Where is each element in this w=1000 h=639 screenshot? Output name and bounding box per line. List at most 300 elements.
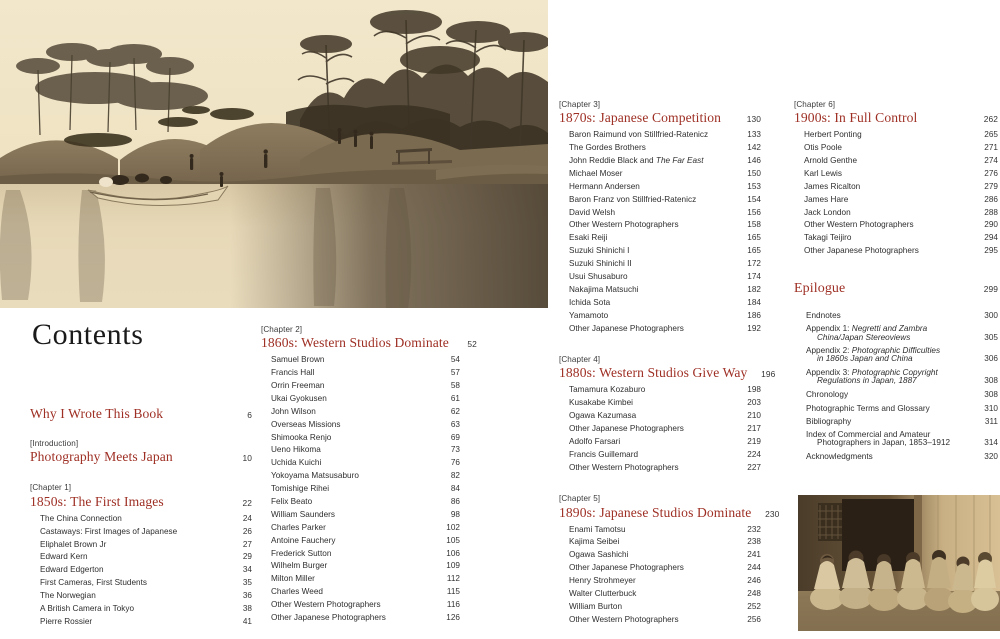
toc-heading[interactable] (559, 365, 776, 381)
toc-entry-label: Castaways: First Images of Japanese (40, 526, 178, 536)
toc-entry[interactable] (261, 547, 460, 560)
toc-entry[interactable] (794, 142, 998, 155)
back-matter-page: 320 (984, 452, 998, 462)
toc-entry[interactable] (559, 232, 761, 245)
back-matter-page: 314 (984, 438, 998, 448)
toc-entry-label: Other Japanese Photographers (271, 613, 386, 623)
toc-entry-label: Charles Parker (271, 522, 326, 532)
toc-entry-page: 227 (747, 462, 761, 472)
toc-entry-label: Tamamura Kozaburo (569, 385, 646, 395)
back-matter-label: Acknowledgments (806, 452, 873, 462)
toc-entry-page: 102 (446, 522, 460, 532)
back-matter-list (794, 310, 998, 464)
toc-entry-label: Usui Shusaburo (569, 272, 628, 282)
toc-entry[interactable] (559, 549, 761, 562)
toc-entry-page: 174 (747, 272, 761, 282)
toc-entry-page: 219 (747, 436, 761, 446)
toc-heading[interactable] (261, 335, 477, 351)
toc-entry-page: 156 (747, 207, 761, 217)
toc-entry[interactable] (559, 436, 761, 449)
toc-heading[interactable] (794, 282, 998, 296)
toc-entry-label: Other Western Photographers (271, 600, 381, 610)
toc-heading[interactable] (30, 495, 252, 509)
toc-entry[interactable] (559, 142, 761, 155)
toc-entry-label: Other Western Photographers (569, 462, 679, 472)
toc-entry[interactable] (559, 284, 761, 297)
back-matter-label-line2: Regulations in Japan, 1887 (817, 376, 917, 386)
toc-entry[interactable] (559, 601, 761, 614)
toc-entry-label: Samuel Brown (271, 355, 325, 365)
back-matter-label-line2: in 1860s Japan and China (817, 354, 913, 364)
toc-entry-label: Yokoyama Matsusaburo (271, 471, 359, 481)
toc-entry-label: Karl Lewis (804, 168, 842, 178)
toc-entry[interactable] (559, 536, 761, 549)
toc-entry-page: 265 (984, 130, 998, 140)
toc-entry[interactable] (30, 564, 252, 577)
toc-entry-page: 295 (984, 246, 998, 256)
toc-entry-page: 232 (747, 524, 761, 534)
toc-entry-label: Kajima Seibei (569, 537, 620, 547)
toc-entry-label: Antoine Fauchery (271, 535, 336, 545)
back-matter-page: 308 (984, 390, 998, 400)
toc-group-chapter-6 (794, 100, 998, 258)
toc-entry-page: 217 (747, 424, 761, 434)
japanese-garden-pond-photograph (0, 0, 548, 308)
toc-entry-page: 274 (984, 156, 998, 166)
toc-heading-page: 22 (242, 497, 252, 508)
toc-entry-label: Edward Kern (40, 552, 88, 562)
toc-entry[interactable] (261, 560, 460, 573)
toc-heading-label: Photography Meets Japan (30, 448, 173, 464)
back-matter-page: 306 (984, 354, 998, 364)
toc-entry-page: 165 (747, 246, 761, 256)
toc-entry[interactable] (559, 155, 761, 168)
toc-entry[interactable] (261, 534, 460, 547)
toc-entry[interactable] (559, 258, 761, 271)
toc-entry-page: 224 (747, 449, 761, 459)
seated-group-portrait-photograph (798, 495, 1000, 631)
toc-entry[interactable] (559, 575, 761, 588)
toc-entry-page: 192 (747, 323, 761, 333)
toc-entry[interactable] (559, 245, 761, 258)
toc-heading-page: 230 (765, 508, 780, 519)
toc-entry-page: 294 (984, 233, 998, 243)
toc-entry-page: 24 (242, 513, 252, 523)
toc-entry[interactable] (559, 423, 761, 436)
toc-entry-page: 126 (446, 613, 460, 623)
toc-entry-page: 76 (450, 458, 460, 468)
toc-entry-label: Takagi Teijiro (804, 233, 852, 243)
toc-entry[interactable] (30, 577, 252, 590)
toc-entry[interactable] (794, 232, 998, 245)
toc-entry-label: Felix Beato (271, 497, 313, 507)
toc-entry-label: The China Connection (40, 513, 122, 523)
toc-entry-list (559, 523, 761, 626)
toc-entry-list (261, 354, 460, 625)
toc-entry-page: 276 (984, 168, 998, 178)
page-title: Contents (32, 318, 144, 351)
toc-entry-page: 133 (747, 130, 761, 140)
toc-entry-page: 63 (450, 419, 460, 429)
toc-entry[interactable] (559, 206, 761, 219)
toc-entry-label: Other Western Photographers (804, 220, 914, 230)
toc-entry[interactable] (261, 573, 460, 586)
toc-entry-page: 210 (747, 411, 761, 421)
toc-entry-label: William Burton (569, 601, 623, 611)
toc-entry[interactable] (261, 483, 460, 496)
toc-entry[interactable] (559, 129, 761, 142)
toc-entry-page: 142 (747, 143, 761, 153)
toc-entry-page: 35 (242, 578, 252, 588)
toc-heading[interactable] (559, 111, 761, 125)
toc-entry-page: 84 (450, 484, 460, 494)
toc-entry-label: Ichida Sota (569, 297, 611, 307)
toc-entry[interactable] (30, 512, 252, 525)
toc-heading-label: 1850s: The First Images (30, 493, 164, 509)
toc-entry-label: Hermann Andersen (569, 181, 640, 191)
toc-entry[interactable] (261, 367, 460, 380)
toc-entry[interactable] (261, 431, 460, 444)
toc-entry[interactable] (559, 588, 761, 601)
toc-entry[interactable] (559, 448, 761, 461)
toc-entry-page: 248 (747, 588, 761, 598)
toc-entry-page: 54 (450, 355, 460, 365)
toc-heading[interactable] (559, 504, 780, 520)
toc-entry-page: 26 (242, 526, 252, 536)
toc-entry-page: 271 (984, 143, 998, 153)
toc-entry[interactable] (559, 322, 761, 335)
back-matter-entry[interactable] (794, 310, 998, 323)
back-matter-label-italic: Photographic Difficulties (851, 346, 941, 356)
toc-column-1 (30, 318, 252, 639)
toc-entry-page: 184 (747, 297, 761, 307)
back-matter-label: Appendix 2: Photographic Difficulties in 1860s Japan and China (806, 346, 941, 364)
toc-entry-label: James Hare (804, 194, 849, 204)
toc-entry[interactable] (559, 193, 761, 206)
toc-entry-label: Wilhelm Burger (271, 561, 328, 571)
toc-entry-page: 154 (747, 194, 761, 204)
toc-entry-label: Edward Edgerton (40, 565, 104, 575)
toc-entry-page: 153 (747, 181, 761, 191)
back-matter-label-italic: Negretti and Zambra (851, 324, 928, 334)
toc-entry[interactable] (559, 397, 761, 410)
toc-heading-label: Epilogue (794, 280, 846, 296)
back-matter-entry[interactable] (794, 323, 998, 345)
toc-entry-label: A British Camera in Tokyo (40, 603, 135, 613)
toc-group-chapter-5 (559, 494, 780, 626)
back-matter-label-line2: Photographers in Japan, 1853–1912 (817, 438, 951, 448)
toc-entry[interactable] (261, 354, 460, 367)
toc-entry[interactable] (261, 418, 460, 431)
toc-entry[interactable] (559, 296, 761, 309)
toc-entry-label: Frederick Sutton (271, 548, 332, 558)
back-matter-page: 311 (984, 416, 998, 426)
toc-entry-page: 61 (450, 393, 460, 403)
toc-entry[interactable] (261, 457, 460, 470)
toc-entry[interactable] (261, 599, 460, 612)
chapter-tag: [Introduction] (30, 438, 79, 448)
toc-entry-page: 112 (446, 574, 460, 584)
toc-entry-page: 238 (747, 537, 761, 547)
toc-entry-label: Francis Hall (271, 368, 315, 378)
toc-entry[interactable] (559, 168, 761, 181)
toc-entry-page: 29 (242, 552, 252, 562)
toc-entry[interactable] (794, 245, 998, 258)
toc-entry-page: 73 (450, 445, 460, 455)
toc-entry-page: 256 (747, 614, 761, 624)
back-matter-page: 305 (984, 332, 998, 342)
toc-heading[interactable] (794, 111, 998, 125)
back-matter-label-line2: China/Japan Stereoviews (817, 332, 911, 342)
toc-entry[interactable] (30, 603, 252, 616)
toc-entry[interactable] (559, 271, 761, 284)
chapter-tag: [Chapter 3] (559, 100, 601, 109)
toc-entry[interactable] (30, 551, 252, 564)
toc-entry-label: Baron Raimund von Stillfried-Ratenicz (569, 130, 709, 140)
toc-entry-page: 115 (446, 587, 460, 597)
toc-heading-page: 299 (983, 283, 998, 294)
toc-heading-label: Why I Wrote This Book (30, 406, 164, 421)
toc-column-3 (559, 100, 780, 637)
toc-entry-label: Jack London (804, 207, 851, 217)
toc-entry-label: Pierre Rossier (40, 616, 93, 626)
toc-entry-list (30, 512, 252, 628)
toc-entry[interactable] (559, 309, 761, 322)
chapter-tag: [Chapter 4] (559, 355, 601, 365)
toc-entry[interactable] (261, 496, 460, 509)
toc-entry-page: 36 (242, 591, 252, 601)
toc-entry-page: 82 (450, 471, 460, 481)
toc-group-epilogue (794, 282, 998, 296)
toc-entry[interactable] (559, 410, 761, 423)
toc-entry-label: The Norwegian (40, 591, 96, 601)
toc-entry-page: 165 (747, 233, 761, 243)
toc-entry-label: David Welsh (569, 207, 616, 217)
toc-entry-label: Suzuki Shinichi II (569, 259, 632, 269)
toc-entry-page: 286 (984, 194, 998, 204)
toc-entry-page: 41 (242, 616, 252, 626)
toc-entry-page: 106 (446, 548, 460, 558)
toc-entry-label: Eliphalet Brown Jr (40, 539, 107, 549)
back-matter-entry[interactable] (794, 345, 998, 367)
toc-heading-page: 52 (467, 339, 477, 350)
toc-group-chapter-3 (559, 100, 761, 335)
toc-entry-label: Ukai Gyokusen (271, 393, 327, 403)
toc-entry-page: 203 (747, 398, 761, 408)
toc-entry-label: Ueno Hikoma (271, 445, 321, 455)
toc-entry-label: Otis Poole (804, 143, 842, 153)
toc-entry-page: 252 (747, 601, 761, 611)
toc-group-chapter-1 (30, 483, 252, 628)
back-matter-page: 310 (984, 403, 998, 413)
toc-entry-page: 38 (242, 603, 252, 613)
toc-entry-label: Shimooka Renjo (271, 432, 332, 442)
toc-entry-label: William Saunders (271, 509, 336, 519)
toc-entry-page: 109 (446, 561, 460, 571)
toc-entry-label: Other Western Photographers (569, 220, 679, 230)
toc-entry-page: 182 (747, 284, 761, 294)
toc-entry[interactable] (794, 180, 998, 193)
toc-entry-label: Other Japanese Photographers (569, 563, 684, 573)
toc-entry-label: First Cameras, First Students (40, 578, 148, 588)
toc-heading[interactable] (30, 407, 252, 421)
toc-entry-label: Enami Tamotsu (569, 524, 626, 534)
toc-group-chapter-4 (559, 355, 776, 474)
toc-entry-page: 246 (747, 576, 761, 586)
back-matter-page: 308 (984, 376, 998, 386)
toc-entry[interactable] (559, 523, 761, 536)
toc-entry[interactable] (261, 380, 460, 393)
toc-heading-page: 6 (247, 410, 252, 420)
toc-entry-label: Uchida Kuichi (271, 458, 322, 468)
toc-entry[interactable] (261, 405, 460, 418)
toc-entry-list (794, 129, 998, 258)
toc-entry-label: Henry Strohmeyer (569, 576, 636, 586)
toc-entry-label: Other Japanese Photographers (569, 323, 684, 333)
toc-entry[interactable] (559, 461, 761, 474)
garden-pond-illustration (0, 0, 548, 308)
toc-entry-page: 150 (747, 168, 761, 178)
toc-entry-label: Arnold Genthe (804, 156, 858, 166)
toc-entry-label: The Gordes Brothers (569, 143, 646, 153)
toc-entry[interactable] (30, 616, 252, 629)
toc-entry-page: 27 (242, 539, 252, 549)
toc-entry-label: Other Japanese Photographers (569, 424, 684, 434)
toc-heading-page: 10 (242, 452, 252, 463)
toc-entry[interactable] (794, 206, 998, 219)
toc-entry-label: Yamamoto (569, 310, 609, 320)
toc-entry[interactable] (559, 219, 761, 232)
toc-entry-label: Herbert Ponting (804, 130, 862, 140)
toc-heading-label: 1870s: Japanese Competition (559, 110, 722, 126)
toc-entry-page: 279 (984, 181, 998, 191)
toc-entry[interactable] (261, 470, 460, 483)
toc-entry[interactable] (794, 219, 998, 232)
toc-entry[interactable] (559, 384, 761, 397)
toc-entry-page: 290 (984, 220, 998, 230)
toc-entry-page: 186 (747, 310, 761, 320)
toc-entry-label: Ogawa Sashichi (569, 550, 629, 560)
back-matter-entry[interactable] (794, 450, 998, 463)
toc-entry-page: 34 (242, 565, 252, 575)
back-matter-label: Appendix 3: Photographic Copyright Regulations in Japan, 1887 (806, 367, 938, 386)
toc-entry[interactable] (559, 180, 761, 193)
toc-entry-label: Baron Franz von Stillfried-Ratenicz (569, 194, 697, 204)
toc-entry-label-italic: The Far East (655, 156, 704, 166)
back-matter-entry[interactable] (794, 402, 998, 415)
toc-entry[interactable] (559, 562, 761, 575)
toc-entry-label: Milton Miller (271, 574, 315, 584)
back-matter-label: Chronology (806, 390, 849, 400)
toc-entry-label: Michael Moser (569, 168, 623, 178)
toc-group-why-i-wrote-this-book (30, 407, 252, 421)
toc-entry-page: 241 (747, 550, 761, 560)
toc-entry-page: 198 (747, 385, 761, 395)
back-matter-label: Endnotes (806, 311, 841, 321)
toc-entry-page: 105 (446, 535, 460, 545)
toc-entry-label: Adolfo Farsari (569, 436, 621, 446)
toc-entry-label: Tomishige Rihei (271, 484, 330, 494)
toc-entry-label: Francis Guillemard (569, 449, 639, 459)
toc-entry[interactable] (794, 193, 998, 206)
toc-entry-page: 146 (747, 156, 761, 166)
toc-entry-label: Walter Clutterbuck (569, 588, 637, 598)
toc-heading-label: 1860s: Western Studios Dominate (261, 335, 449, 351)
toc-entry-page: 62 (450, 406, 460, 416)
toc-entry-label: Other Japanese Photographers (804, 246, 919, 256)
back-matter-entry[interactable] (794, 367, 998, 389)
toc-entry[interactable] (559, 613, 761, 626)
toc-entry-label: Overseas Missions (271, 419, 341, 429)
toc-entry[interactable] (261, 509, 460, 522)
toc-heading-label: 1890s: Japanese Studios Dominate (559, 504, 752, 520)
toc-entry-page: 244 (747, 563, 761, 573)
toc-entry-label: Other Western Photographers (569, 614, 679, 624)
toc-heading[interactable] (30, 450, 252, 464)
toc-group-introduction (30, 439, 252, 464)
toc-entry[interactable] (794, 168, 998, 181)
toc-entry[interactable] (261, 444, 460, 457)
toc-column-2 (261, 325, 477, 636)
back-matter-entry[interactable] (794, 429, 998, 451)
toc-entry[interactable] (261, 521, 460, 534)
toc-entry-list (559, 384, 761, 474)
toc-entry-page: 288 (984, 207, 998, 217)
toc-entry-label: Charles Weed (271, 587, 323, 597)
toc-column-4 (794, 100, 998, 464)
chapter-tag: [Chapter 1] (30, 483, 72, 493)
toc-entry-label: Nakajima Matsuchi (569, 284, 639, 294)
toc-entry-page: 86 (450, 497, 460, 507)
toc-entry-page: 116 (446, 600, 460, 610)
toc-entry-list (559, 129, 761, 335)
toc-entry-page: 58 (450, 381, 460, 391)
toc-heading-page: 196 (761, 369, 776, 380)
toc-heading-page: 130 (746, 114, 761, 125)
toc-entry-label: James Ricalton (804, 181, 861, 191)
back-matter-label-italic: Photographic Copyright (851, 367, 938, 377)
toc-entry[interactable] (30, 538, 252, 551)
back-matter-label: Photographic Terms and Glossary (806, 403, 930, 413)
back-matter-label: Index of Commercial and Amateur Photographers in Japan, 1853–1912 (806, 429, 951, 448)
toc-entry-label: Kusakabe Kimbei (569, 398, 634, 408)
toc-entry-label: Esaki Reiji (569, 233, 608, 243)
toc-entry-label: Suzuki Shinichi I (569, 246, 630, 256)
toc-entry[interactable] (794, 129, 998, 142)
toc-entry[interactable] (30, 590, 252, 603)
chapter-tag: [Chapter 6] (794, 100, 836, 109)
toc-entry-label: John Reddie Black and The Far East (569, 156, 704, 166)
toc-heading-page: 262 (983, 114, 998, 125)
toc-entry-page: 158 (747, 220, 761, 230)
toc-entry[interactable] (30, 525, 252, 538)
back-matter-label: Appendix 1: Negretti and Zambra China/Japan Stereoviews (806, 324, 928, 342)
toc-entry[interactable] (794, 155, 998, 168)
toc-group-chapter-2 (261, 325, 477, 625)
toc-entry-page: 57 (450, 368, 460, 378)
toc-entry[interactable] (261, 393, 460, 406)
toc-entry-page: 98 (450, 509, 460, 519)
back-matter-entry[interactable] (794, 389, 998, 402)
toc-entry[interactable] (261, 586, 460, 599)
chapter-tag: [Chapter 5] (559, 494, 601, 504)
toc-entry-label: Ogawa Kazumasa (569, 411, 637, 421)
toc-entry[interactable] (261, 612, 460, 625)
back-matter-page: 300 (984, 311, 998, 321)
toc-heading-label: 1900s: In Full Control (794, 110, 918, 126)
toc-entry-label: John Wilson (271, 406, 316, 416)
back-matter-entry[interactable] (794, 415, 998, 428)
